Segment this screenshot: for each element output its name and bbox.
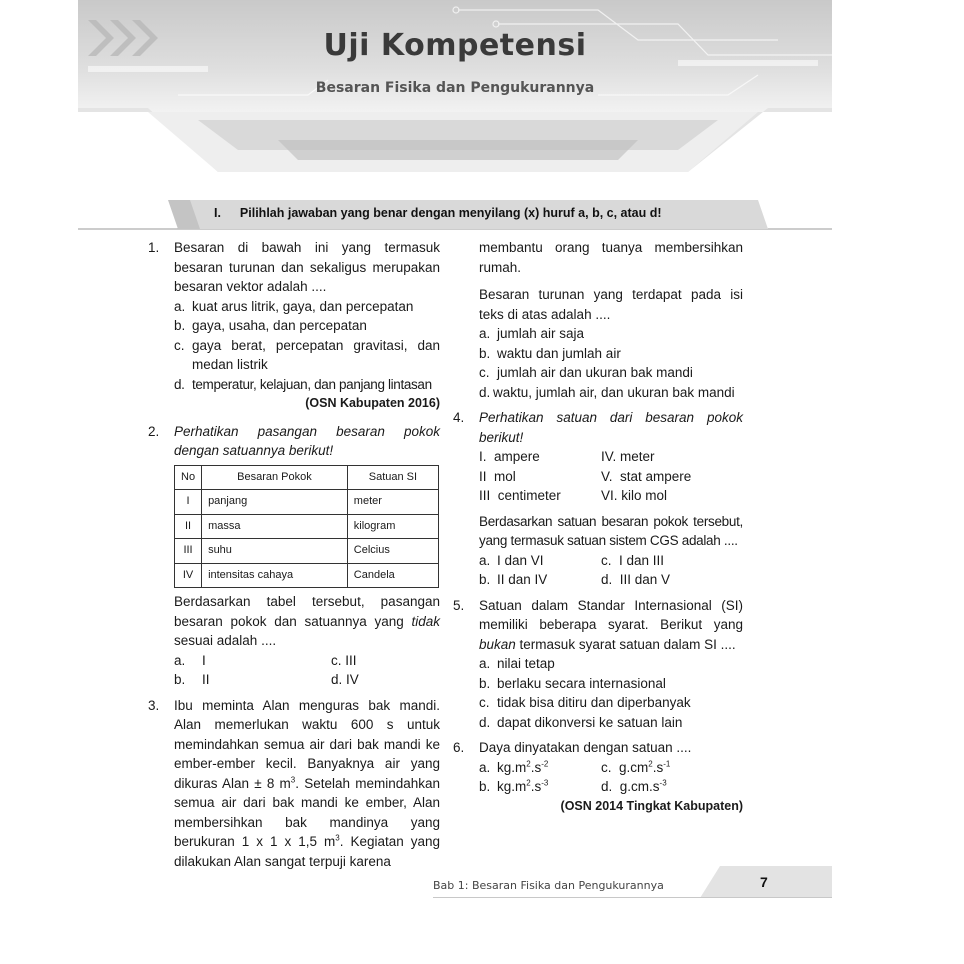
question-1 [148, 238, 440, 414]
option-c: c. $g.cm^2.s^{-1}$ [601, 759, 671, 775]
question-6 [453, 738, 743, 816]
list-item: VI. kilo mol [601, 488, 668, 503]
question-stem: Ibu meminta Alan menguras bak mandi. Alan memerlukan waktu 600 s untuk memindahkan semua air dari bak mandi ke ember-ember kecil. Banyaknya air yang dikuras Alan ± 8 $m^3$. Setelah memindahkan semua air dari bak mandi ke ember, Alan membersihkan bak mandinya yang berukuran 1 x 1 x 1,5 $m^3$. Kegiatan yang dilakukan Alan sangat terpuji karena [174, 697, 440, 869]
page-number: 7 [760, 874, 768, 890]
units-table [174, 465, 439, 589]
list-item: II mol [479, 468, 516, 484]
option-a: a. I dan VI [479, 552, 544, 568]
option-b: b. II dan IV [479, 572, 548, 587]
question-3-continued [453, 238, 743, 402]
question-number: 3. [148, 697, 160, 713]
option-b: b. $kg.m^2.s^{-3}$ [479, 778, 549, 794]
table-row: II massa kilogram [175, 514, 439, 539]
option-c: c. jumlah air dan ukuran bak mandi [479, 365, 693, 380]
list-item: IV. meter [601, 449, 655, 464]
question-stem: Perhatikan pasangan besaran pokok dengan satuannya berikut! [174, 423, 440, 458]
question-source: (OSN 2014 Tingkat Kabupaten) [560, 798, 743, 813]
table-row: IV intensitas cahaya Candela [175, 563, 439, 588]
list-item: V. stat ampere [601, 468, 692, 484]
option-a: a. nilai tetap [479, 656, 555, 671]
question-2 [148, 422, 440, 690]
option-a: a. I [174, 652, 206, 668]
question-stem: Satuan dalam Standar Internasional (SI) memiliki beberapa syarat. Berikut yang bukan termasuk syarat satuan dalam SI .... [479, 597, 743, 652]
table-header: Besaran Pokok [202, 465, 348, 490]
question-stem: Perhatikan satuan dari besaran pokok berikut! [479, 410, 743, 445]
page-subtitle: Besaran Fisika dan Pengukurannya [315, 80, 595, 96]
question-source: (OSN Kabupaten 2016) [305, 396, 440, 410]
instruction [214, 206, 662, 220]
option-d: d. IV [331, 672, 359, 687]
options-grid [174, 651, 440, 690]
list-item: III centimeter [479, 488, 561, 503]
options-grid [479, 551, 743, 590]
footer-divider [433, 897, 832, 898]
option-d: d. III dan V [601, 572, 671, 587]
left-column [148, 238, 440, 871]
option-b: b. waktu dan jumlah air [479, 345, 621, 361]
right-column [453, 238, 743, 816]
option-a: a. jumlah air saja [479, 326, 585, 341]
question-4 [453, 408, 743, 590]
table-row: I panjang meter [175, 490, 439, 515]
question-followup: Berdasarkan tabel tersebut, pasangan besaran pokok dan satuannya yang tidak sesuai adalah .... [174, 594, 440, 648]
option-c: c. gaya berat, percepatan gravitasi, dan medan listrik [174, 337, 440, 372]
table-header: No [175, 465, 202, 490]
table-header-row [175, 465, 439, 490]
option-d: d. temperatur, kelajuan, dan panjang lintasan [174, 376, 432, 392]
option-a: a. kuat arus litrik, gaya, dan percepatan [174, 298, 414, 314]
option-c: c. III [331, 652, 357, 668]
footer-chapter: Bab 1: Besaran Fisika dan Pengukurannya [433, 879, 664, 892]
question-text: Berdasarkan satuan besaran pokok tersebut, yang termasuk satuan sistem CGS adalah .... [479, 513, 743, 548]
option-b: b. berlaku secara internasional [479, 675, 666, 691]
question-number: 2. [148, 423, 160, 439]
instruction-text: Pilihlah jawaban yang benar dengan menyilang (x) huruf a, b, c, atau d! [239, 206, 662, 220]
page-title: Uji Kompetensi [323, 28, 587, 63]
question-number: 4. [453, 410, 465, 425]
question-stem-continued: membantu orang tuanya membersihkan rumah. [479, 240, 743, 275]
list-item: I. ampere [479, 449, 540, 464]
option-b: b. II [174, 672, 210, 687]
question-number: 1. [148, 240, 160, 255]
question-stem: Besaran di bawah ini yang termasuk besaran turunan dan sekaligus merupakan besaran vektor adalah .... [174, 240, 440, 294]
option-c: c. tidak bisa ditiru dan diperbanyak [479, 695, 691, 710]
table-header: Satuan SI [347, 465, 438, 490]
question-stem: Daya dinyatakan dengan satuan .... [479, 740, 692, 755]
table-row: III suhu Celcius [175, 539, 439, 564]
question-3 [148, 696, 440, 872]
option-a: a. $kg.m^2.s^{-2}$ [479, 759, 549, 775]
question-number: 5. [453, 597, 465, 613]
option-d: d. $g.cm.s^{-3}$ [601, 778, 667, 794]
option-c: c. I dan III [601, 552, 665, 568]
units-list [479, 447, 743, 506]
option-d: d. dapat dikonversi ke satuan lain [479, 714, 683, 730]
question-5 [453, 596, 743, 733]
options-grid [479, 758, 743, 797]
question-text: Besaran turunan yang terdapat pada isi teks di atas adalah .... [479, 287, 743, 322]
option-b: b. gaya, usaha, dan percepatan [174, 318, 367, 333]
instruction-number: I. [214, 206, 221, 220]
option-d: d. waktu, jumlah air, dan ukuran bak mandi [479, 384, 735, 400]
question-number: 6. [453, 740, 465, 755]
